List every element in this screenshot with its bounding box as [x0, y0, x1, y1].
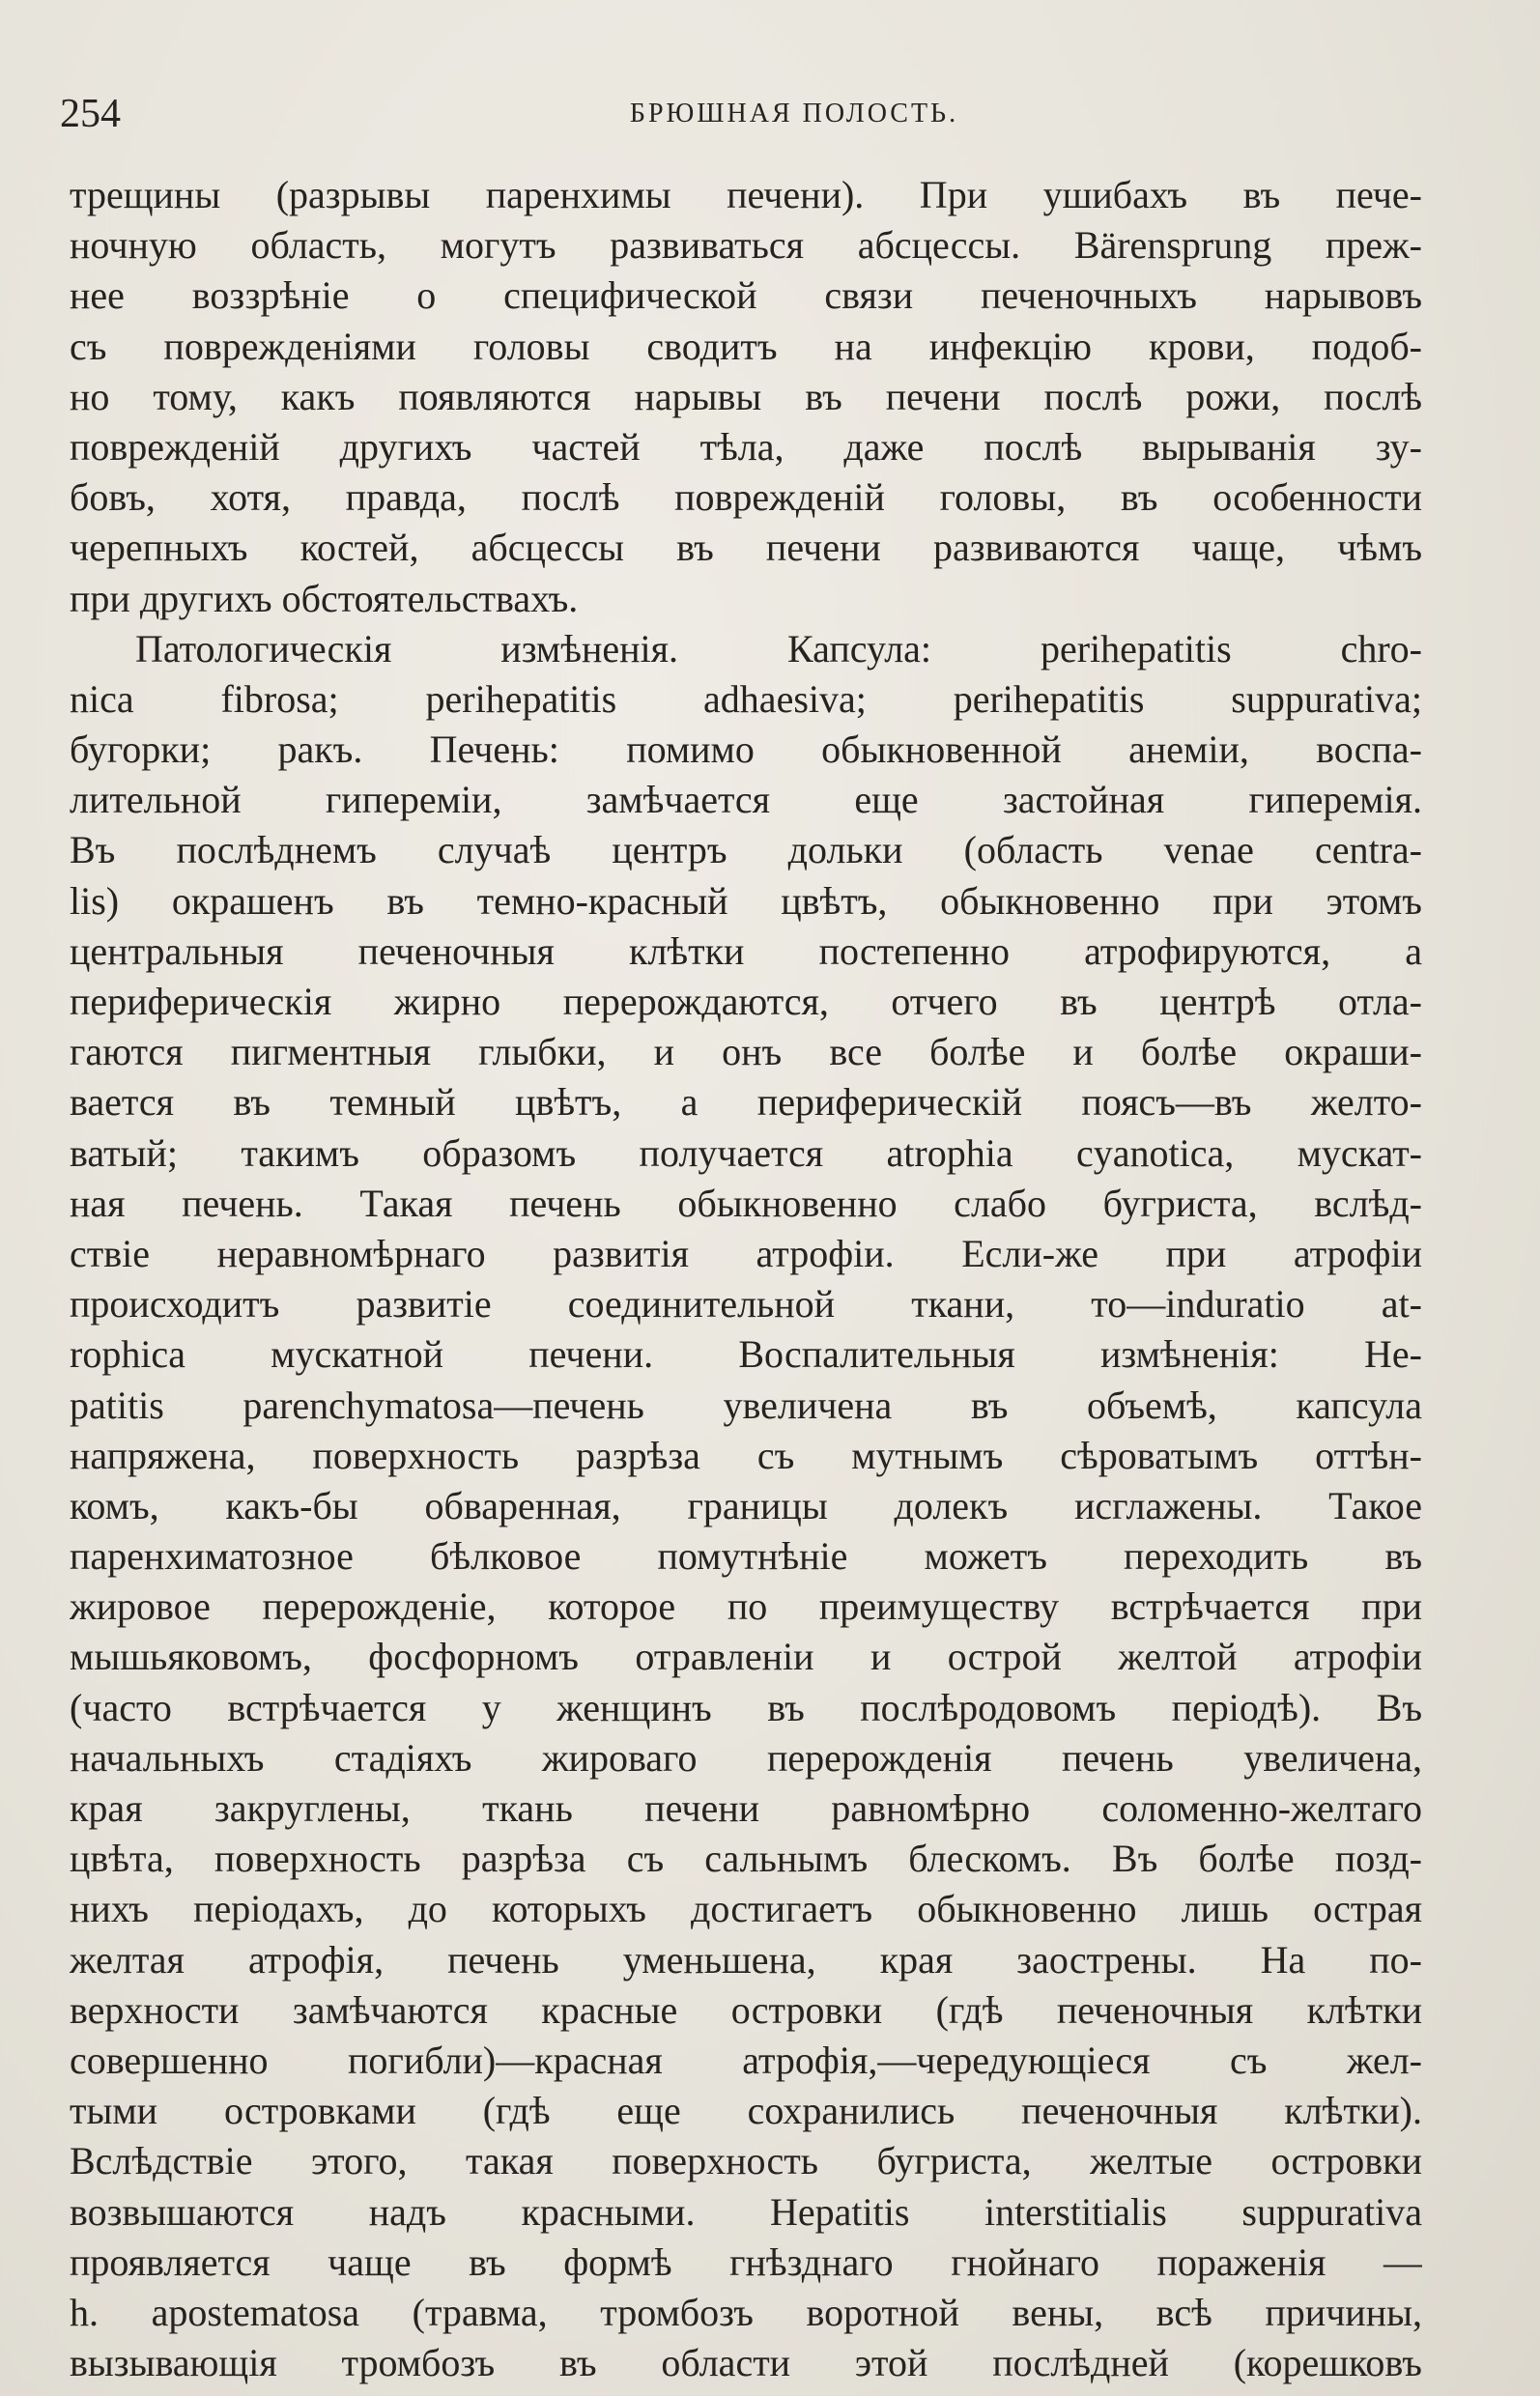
text-line: lis) окрашенъ въ темно-красный цвѣтъ, обыкновенно при этомъ [70, 878, 1422, 923]
text-line: тыми островками (гдѣ еще сохранились печеночныя клѣтки). [70, 2089, 1422, 2133]
text-line: нихъ періодахъ, до которыхъ достигаетъ обыкновенно лишь острая [70, 1887, 1422, 1931]
text-line: съ поврежденіями головы сводитъ на инфекцію крови, подоб- [70, 324, 1422, 368]
text-line: ствіе неравномѣрнаго развитія атрофіи. Если-же при атрофіи [70, 1231, 1422, 1275]
text-line: вается въ темный цвѣтъ, а периферическій поясъ—въ желто- [70, 1080, 1422, 1125]
text-line: ная печень. Такая печень обыкновенно слабо бугриста, вслѣд- [70, 1181, 1422, 1225]
text-line: происходитъ развитіе соединительной ткани, то—induratio at- [70, 1282, 1422, 1326]
text-line: но тому, какъ появляются нарывы въ печени послѣ рожи, послѣ [70, 374, 1422, 418]
text-line: бугорки; ракъ. Печень: помимо обыкновенной анеміи, воспа- [70, 727, 1422, 772]
text-line: комъ, какъ-бы обваренная, границы долекъ исглажены. Такое [70, 1483, 1422, 1527]
text-line: rophica мускатной печени. Воспалительныя измѣненія: He- [70, 1332, 1422, 1377]
page-header [60, 85, 1451, 143]
text-line: Въ послѣднемъ случаѣ центръ дольки (область venae centra- [70, 828, 1422, 872]
text-line: жировое перерожденіе, которое по преимуществу встрѣчается при [70, 1584, 1422, 1629]
text-line: при другихъ обстоятельствахъ. [70, 576, 579, 620]
text-line: Вслѣдствіе этого, такая поверхность бугриста, желтые островки [70, 2139, 1422, 2183]
text-line: (часто встрѣчается у женщинъ въ послѣродовомъ періодѣ). Въ [70, 1685, 1422, 1729]
text-line: паренхиматозное бѣлковое помутнѣніе можетъ переходить въ [70, 1534, 1422, 1579]
text-line: гаются пигментныя глыбки, и онъ все болѣе и болѣе окраши- [70, 1030, 1422, 1074]
text-line: черепныхъ костей, абсцессы въ печени развиваются чаще, чѣмъ [70, 526, 1422, 570]
text-line: patitis parenchymatosa—печень увеличена въ объемѣ, капсула [70, 1383, 1422, 1427]
text-line: поврежденій другихъ частей тѣла, даже послѣ вырыванія зу- [70, 424, 1422, 469]
text-line: нее воззрѣніе о специфической связи печеночныхъ нарывовъ [70, 273, 1422, 318]
text-line: ватый; такимъ образомъ получается atrophia cyanotica, мускат- [70, 1130, 1422, 1175]
body-text [70, 170, 1422, 2388]
text-line: трещины (разрывы паренхимы печени). При ушибахъ въ пече- [70, 173, 1422, 216]
text-line: возвышаются надъ красными. Hepatitis interstitialis suppurativa [70, 2189, 1422, 2234]
text-line: бовъ, хотя, правда, послѣ поврежденій головы, въ особенности [70, 475, 1422, 520]
text-line: напряжена, поверхность разрѣза съ мутнымъ сѣроватымъ оттѣн- [70, 1433, 1422, 1477]
text-line: мышьяковомъ, фосфорномъ отравленіи и острой желтой атрофіи [70, 1635, 1422, 1679]
running-title: БРЮШНАЯ ПОЛОСТЬ. [629, 99, 959, 128]
text-line: начальныхъ стадіяхъ жироваго перерожденія печень увеличена, [70, 1735, 1422, 1780]
text-line: цвѣта, поверхность разрѣза съ сальнымъ блескомъ. Въ болѣе позд- [70, 1837, 1422, 1881]
text-line: края закруглены, ткань печени равномѣрно соломенно-желтаго [70, 1786, 1422, 1830]
text-line: желтая атрофія, печень уменьшена, края заострены. На по- [70, 1937, 1422, 1982]
text-line: верхности замѣчаются красные островки (гдѣ печеночныя клѣтки [70, 1987, 1422, 2032]
text-line: лительной гипереміи, замѣчается еще застойная гиперемія. [70, 778, 1422, 822]
text-line: совершенно погибли)—красная атрофія,—чередующіеся съ жел- [70, 2038, 1422, 2082]
page-number: 254 [60, 92, 121, 136]
text-line: ночную область, могутъ развиваться абсцессы. Bärensprung преж- [70, 223, 1422, 268]
text-line: h. apostematosa (травма, тромбозъ воротной вены, всѣ причины, [70, 2290, 1422, 2334]
text-line: центральныя печеночныя клѣтки постепенно атрофируются, а [70, 928, 1422, 973]
text-line: периферическія жирно перерождаются, отчего въ центрѣ отла- [70, 980, 1422, 1023]
text-line: nica fibrosa; perihepatitis adhaesiva; perihepatitis suppurativa; [70, 676, 1422, 721]
text-line: вызывающія тромбозъ въ области этой послѣдней (корешковъ [70, 2341, 1422, 2385]
paragraph-start-line: Патологическія измѣненія. Капсула: perihepatitis chro- [135, 626, 1422, 670]
text-line: проявляется чаще въ формѣ гнѣзднаго гнойнаго пораженія — [70, 2239, 1422, 2284]
